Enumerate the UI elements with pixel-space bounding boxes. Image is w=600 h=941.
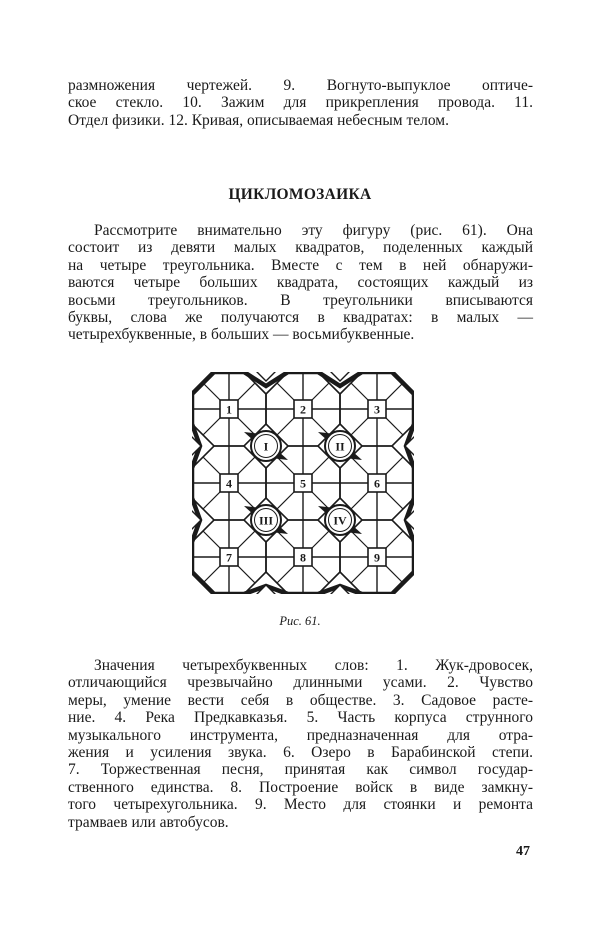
big-circle-label: III (258, 513, 274, 528)
figure-caption: Рис. 61. (279, 614, 321, 628)
continued-paragraph (68, 77, 533, 129)
small-square-label: 2 (300, 402, 306, 417)
small-square-label: 8 (300, 550, 306, 565)
small-square-label: 4 (226, 476, 232, 491)
small-square-label: 7 (226, 550, 232, 565)
intro-paragraph (68, 222, 533, 344)
text-line: состоит из девяти малых квадратов, поделенных каждый (68, 239, 533, 257)
text-line: ственного единства. 8. Построение войск в виде замкну- (68, 778, 533, 796)
text-line: 7. Торжественная песня, принятая как символ государ- (68, 761, 533, 779)
big-circle-label: II (335, 439, 345, 454)
text-line: жения и усиления звука. 6. Озеро в Барабинской степи. (68, 744, 533, 762)
text-line: Значения четырехбуквенных слов: 1. Жук-дровосек, (94, 657, 533, 674)
small-square-label: 1 (226, 402, 232, 417)
definitions-paragraph (68, 657, 533, 831)
text-line: Отдел физики. 12. Кривая, описываемая небесным телом. (68, 111, 449, 129)
text-line: ваются четыре больших квадрата, состоящих каждый из (68, 274, 533, 292)
small-square-label: 3 (374, 402, 380, 417)
text-line: ское стекло. 10. Зажим для прикрепления провода. 11. (68, 94, 533, 112)
text-line: четырехбуквенные, в больших — восьмибуквенные. (68, 326, 415, 344)
small-square-label: 6 (374, 476, 380, 491)
small-square-label: 9 (374, 550, 380, 565)
page-number: 47 (516, 844, 530, 859)
text-line: музыкального инструмента, предназначенная для отра- (68, 726, 533, 744)
big-circle-label: I (263, 439, 269, 454)
text-line: восьми треугольников. В треугольники вписываются (68, 291, 533, 309)
text-line: трамваев или автобусов. (68, 813, 229, 831)
big-circle-label: IV (333, 513, 347, 528)
text-line: отличающийся чрезвычайно длинными усами. 2. Чувство (68, 674, 533, 692)
text-line: буквы, слова же получаются в квадратах: в малых — (68, 309, 533, 327)
text-line: Рассмотрите внимательно эту фигуру (рис. 61). Она (94, 222, 533, 239)
small-square-label: 5 (300, 476, 306, 491)
section-heading: ЦИКЛОМОЗАИКА (228, 186, 372, 203)
cyclomosaic-figure (192, 372, 414, 594)
text-line: того четырехугольника. 9. Место для стоянки и ремонта (68, 796, 533, 814)
text-line: ние. 4. Река Предкавказья. 5. Часть корпуса струнного (68, 709, 533, 727)
text-line: меры, умение вести себя в обществе. 3. Садовое расте- (68, 691, 533, 709)
text-line: на четыре треугольника. Вместе с тем в ней обнаружи- (68, 256, 533, 274)
text-line: размножения чертежей. 9. Вогнуто-выпуклое оптиче- (68, 77, 533, 94)
